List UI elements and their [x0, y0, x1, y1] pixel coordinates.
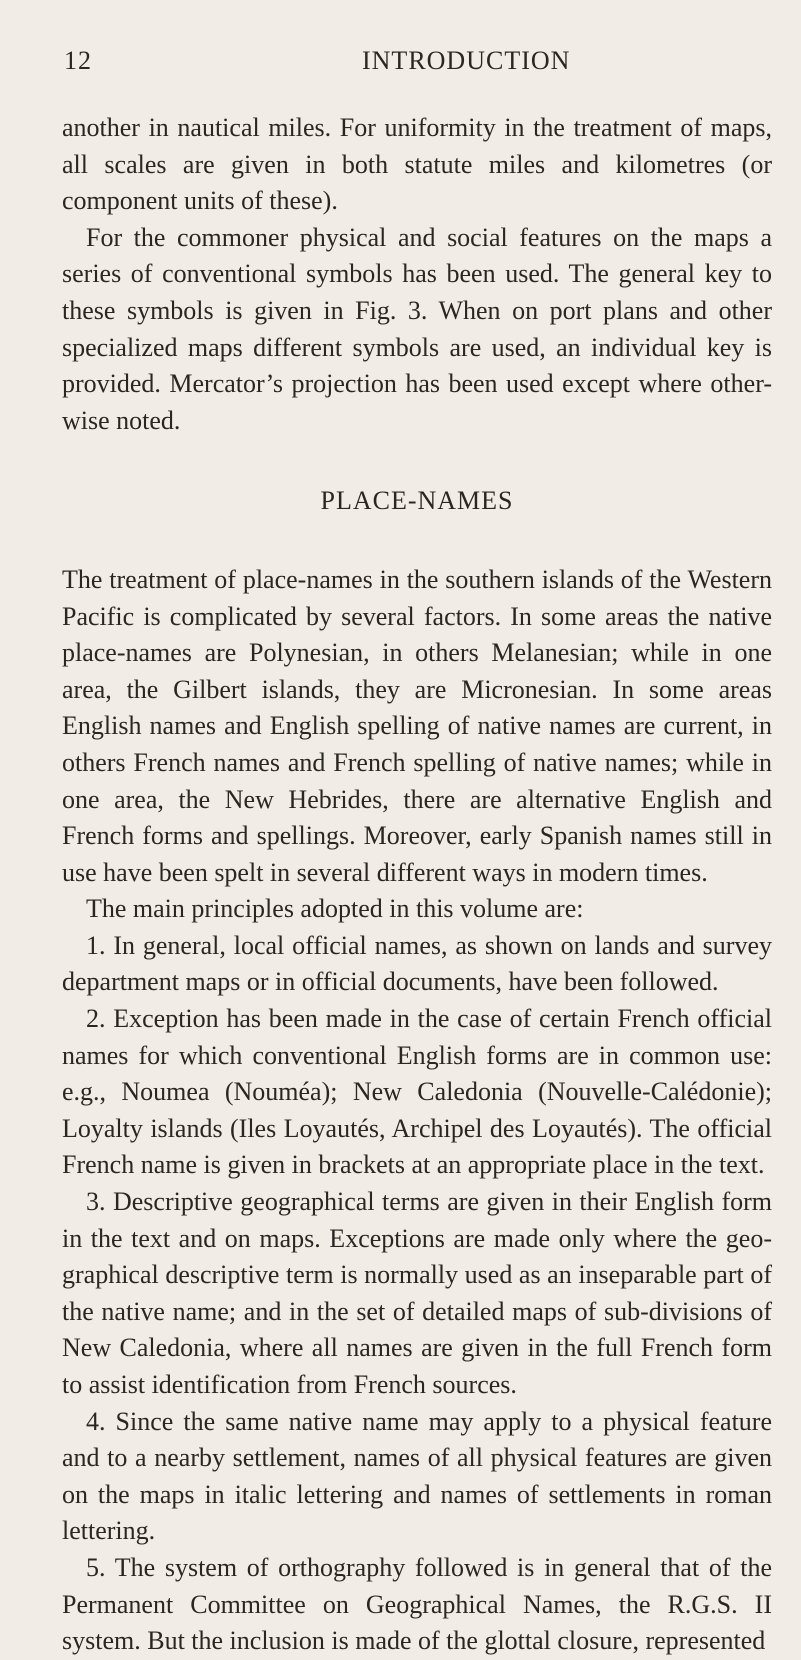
list-item: 2. Exception has been made in the case of certain French official names for which conventional English forms are in common use: e.g., Noumea (Nouméa); New Caledonia (Nouvelle-Calédonie); Loyalty islands (Iles Loyautés, Archipel des Loyautés). The official French name is given in brackets at an appropriate place in the text. [62, 1004, 772, 1180]
running-title: INTRODUCTION [362, 46, 571, 75]
list-item: 5. The system of orthography followed is in general that of the Permanent Committee on Geographical Names, the R.G.S. II system. But the inclusion is made of the glottal closure, represented [62, 1552, 772, 1656]
section-heading: PLACE-NAMES [320, 486, 514, 516]
list-item: 4. Since the same native name may apply to a physical feature and to a nearby settlement, names of all physical features are given on the maps in italic lettering and names of settlements in roman lettering. [62, 1406, 772, 1546]
list-item: 3. Descriptive geographical terms are given in their English form in the text and on maps. Exceptions are made only where the geo-graphical descriptive term is normally used as an inseparable part of the native name; and in the set of detailed maps of sub-divisions of New Caledonia, where all names are given in the full French form to assist identification from French sources. [62, 1187, 772, 1399]
paragraph-symbols: For the commoner physical and social features on the maps a series of conventional symbols has been used. The general key to these symbols is given in Fig. 3. When on port plans and other specialized maps different symbols are used, an individual key is provided. Mercator’s projection has been used except where other-wise noted. [62, 222, 772, 435]
running-head [62, 46, 761, 86]
page-number: 12 [64, 46, 92, 75]
paragraph-principles: The main principles adopted in this volume are: [86, 894, 584, 924]
paragraph-continued: another in nautical miles. For uniformity in the treatment of maps, all scales are given in both statute miles and kilometres (or component units of these). [62, 113, 772, 216]
paragraph-place-names: The treatment of place-names in the southern islands of the Western Pacific is complicated by several factors. In some areas the native place-names are Polynesian, in others Melanesian; while in one area, the Gilbert islands, they are Micronesian. In some areas English names and English spelling of native names are current, in others French names and French spelling of native names; while in one area, the New Hebrides, there are alternative English and French forms and spellings. Moreover, early Spanish names still in use have been spelt in several different ways in modern times. [62, 564, 772, 887]
body-text [62, 110, 772, 1660]
list-item: 1. In general, local official names, as shown on lands and survey department maps or in official documents, have been followed. [62, 930, 772, 997]
